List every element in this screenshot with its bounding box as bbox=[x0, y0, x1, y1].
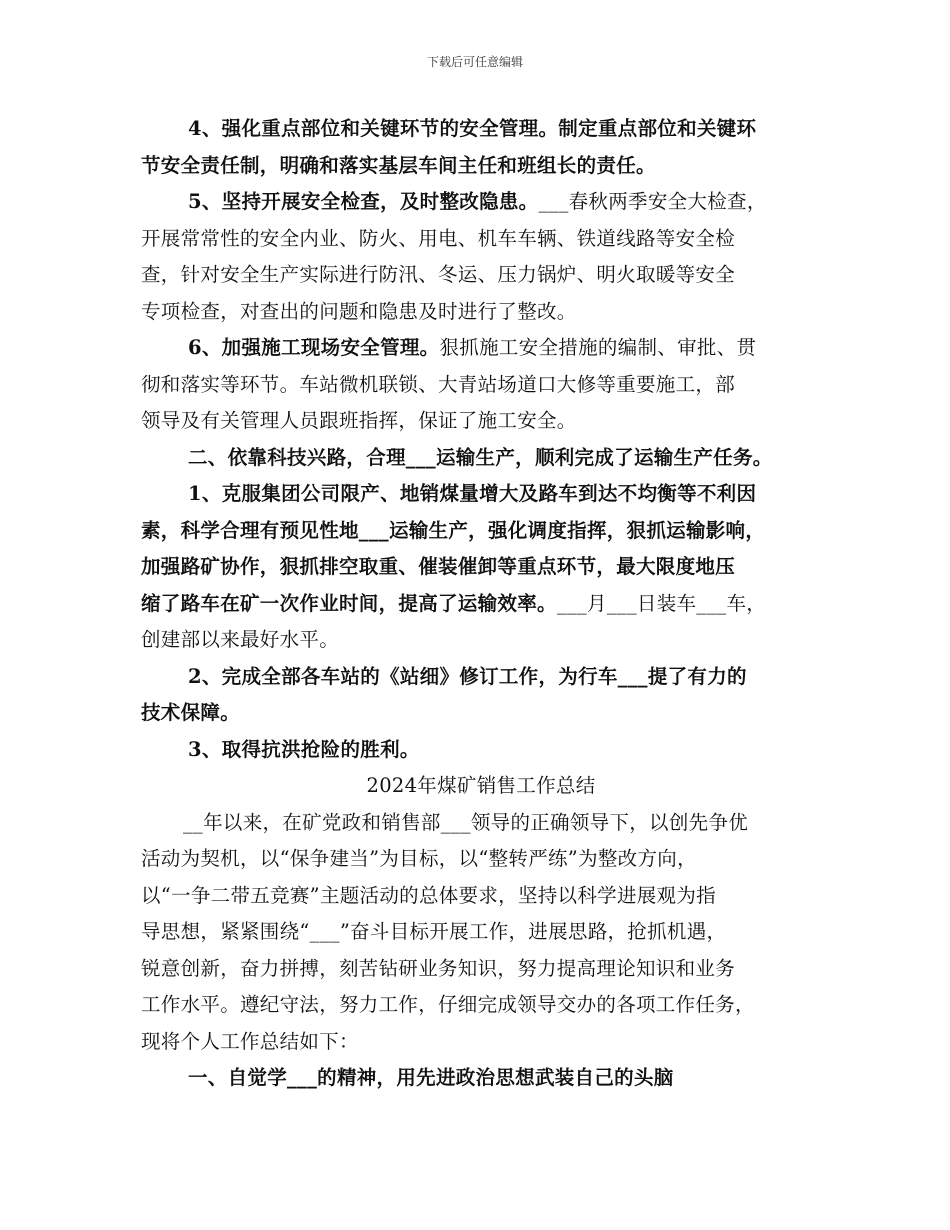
text-line: 创建部以来最好水平。 bbox=[141, 628, 340, 651]
text-line: __年以来，在矿党政和销售部___领导的正确领导下，以创先争优 bbox=[183, 810, 749, 834]
text-line: 以“一争二带五竞赛”主题活动的总体要求，坚持以科学进展观为指 bbox=[141, 883, 716, 907]
line-rest: ___春秋两季安全大检查， bbox=[538, 190, 767, 213]
text-line: 专项检查，对查出的问题和隐患及时进行了整改。 bbox=[141, 299, 577, 323]
text-line: 查，针对安全生产实际进行防汛、冬运、压力锅炉、明火取暖等安全 bbox=[141, 263, 736, 286]
text-line: 二、依靠科技兴路，合理___运输生产，顺利完成了运输生产任务。 bbox=[188, 445, 773, 469]
text-line: 技术保障。 bbox=[141, 701, 241, 724]
section-title: 2024年煤矿销售工作总结 bbox=[366, 774, 596, 797]
text-line: 4、强化重点部位和关键环节的安全管理。制定重点部位和关键环 bbox=[188, 117, 757, 140]
text-line bbox=[141, 586, 821, 623]
bold-lead: 缩了路车在矿一次作业时间，提高了运输效率。 bbox=[141, 591, 557, 615]
text-line: 加强路矿协作，狠抓排空取重、催装催卸等重点环节，最大限度地压 bbox=[141, 555, 736, 578]
text-line: 1、克服集团公司限产、地销煤量增大及路车到达不均衡等不利因 bbox=[188, 482, 757, 505]
text-line bbox=[141, 184, 821, 221]
text-line: 彻和落实等环节。车站微机联锁、大青站场道口大修等重要施工，部 bbox=[141, 372, 736, 396]
text-line: 领导及有关管理人员跟班指挥，保证了施工安全。 bbox=[141, 409, 577, 432]
text-line: 锐意创新，奋力拼搏，刻苦钻研业务知识，努力提高理论知识和业务 bbox=[141, 956, 736, 980]
line-rest: ___月___日装车___车， bbox=[556, 591, 767, 615]
text-line: 2、完成全部各车站的《站细》修订工作，为行车___提了有力的 bbox=[188, 664, 747, 688]
text-line: 素，科学合理有预见性地___运输生产，强化调度指挥，狠抓运输影响， bbox=[141, 518, 766, 542]
text-line: 现将个人工作总结如下： bbox=[141, 1029, 359, 1053]
text-line: 3、取得抗洪抢险的胜利。 bbox=[188, 737, 420, 761]
line-rest: 狠抓施工安全措施的编制、审批、贯 bbox=[439, 336, 757, 359]
bold-lead: 6、加强施工现场安全管理。 bbox=[188, 336, 440, 359]
text-line: 工作水平。遵纪守法，努力工作，仔细完成领导交办的各项工作任务， bbox=[141, 993, 755, 1016]
text-line: 一、自觉学___的精神，用先进政治思想武装自己的头脑 bbox=[188, 1066, 674, 1089]
text-line: 节安全责任制，明确和落实基层车间主任和班组长的责任。 bbox=[141, 153, 656, 177]
text-line: 活动为契机，以“保争建当”为目标，以“整转严练”为整改方向， bbox=[141, 847, 697, 870]
text-line: 开展常常性的安全内业、防火、用电、机车车辆、铁道线路等安全检 bbox=[141, 226, 736, 250]
bold-lead: 5、坚持开展安全检查，及时整改隐患。 bbox=[188, 190, 539, 213]
document-body bbox=[141, 111, 821, 1097]
text-line bbox=[141, 330, 821, 367]
page-header: 下载后可任意编辑 bbox=[426, 55, 523, 69]
text-line: 导思想，紧紧围绕“___”奋斗目标开展工作，进展思路，抢抓机遇， bbox=[141, 920, 727, 943]
